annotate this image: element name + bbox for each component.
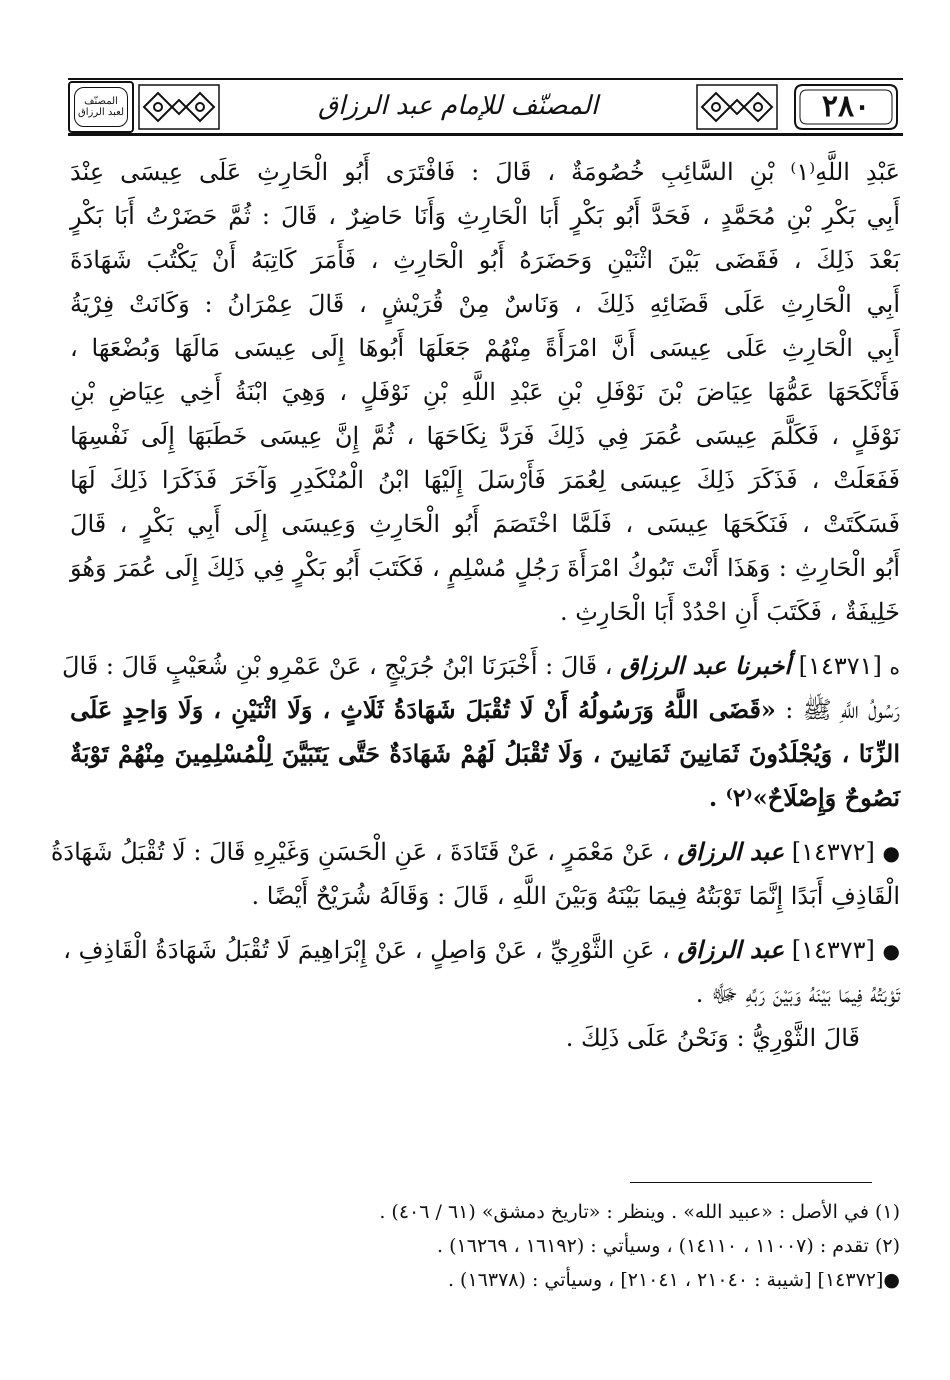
header-ornament-right-icon — [696, 84, 778, 130]
hadith-marker: ● — [882, 841, 900, 865]
text-line: أَبُو الْحَارِثِ : وَهَذَا أَنْتَ تَبُوكُ امْرَأَةَ رَجُلٍ مُسْلِمٍ ، فَكَتَبَ أَبُو بَكْرٍ فِي ذَلِكَ إِلَى عُمَرَ وَهُوَ — [70, 554, 900, 582]
text-line: أَبِي الْحَارِثِ عَلَى عِيسَى أَنَّ امْرَأَةً مِنْهُمْ جَعَلَهَا أَبُوهَا إِلَى عِيسَى مَالَهَا وَبُضْعَهَا ، — [70, 334, 900, 362]
seal-line-2: لعبد الرزاق — [77, 107, 125, 118]
footnote-1: (١) في الأصل : «عبيد الله» . وينظر : «تاريخ دمشق» (٦١ / ٤٠٦) . — [379, 1201, 900, 1223]
footnote-separator — [630, 1182, 872, 1183]
text-line: عَبْدِ اللَّهِ⁽١⁾ بْنِ السَّائِبِ خُصُومَةٌ ، قَالَ : فَافْتَرَى أَبُو الْحَارِثِ عَلَى عِيسَى عِنْدَ — [70, 158, 901, 186]
hadith-line — [50, 830, 900, 874]
text-line: فَسَكَتَتْ ، فَنَكَحَهَا عِيسَى ، فَلَمَّا اخْتَصَمَ أَبُو الْحَارِثِ وَعِيسَى إِلَى أَبِي بَكْرٍ ، قَالَ — [70, 510, 901, 538]
main-text — [50, 150, 901, 1060]
hadith-quote: الزِّنَا ، وَيُجْلَدُونَ ثَمَانِينَ ثَمَانِينَ ، وَلَا تُقْبَلُ لَهُمْ شَهَادَةٌ حَتَّى يَتَبَيَّنَ لِلْمُسْلِمِينَ مِنْهُمْ تَوْبَةٌ — [70, 739, 900, 768]
seal-line-1: المصنّف — [84, 96, 118, 107]
hadith-author: عبد الرزاق — [677, 935, 785, 964]
text-line: فَأَنْكَحَهَا عَمُّهَا عِيَاضَ بْنَ نَوْفَلِ بْنِ عَبْدِ اللَّهِ بْنِ نَوْفَلٍ ، وَهِيَ ابْنَةُ أَخِي عِيَاضِ بْنِ — [70, 378, 900, 406]
hadith-quote: نَصُوحٌ وَإِصْلَاحٌ»⁽٢⁾ . — [708, 783, 900, 812]
hadith-number: [١٤٣٧٢] — [791, 838, 875, 866]
hadith-author: أخبرنا عبد الرزاق — [620, 651, 792, 680]
hadith-line — [63, 928, 900, 972]
hadith-14372 — [50, 830, 900, 918]
text-line: بَعْدَ ذَلِكَ ، فَقَضَى بَيْنَ اثْنَيْنِ وَحَضَرَهُ أَبُو الْحَارِثِ ، فَأَمَرَ كَاتِبَهُ أَنْ يَكْتُبَ شَهَادَةَ — [70, 246, 900, 274]
footnote-2: (٢) تقدم : (١١٠٠٧ ، ١٤١١٠) ، وسيأتي : (١٦١٩٢ ، ١٦٢٦٩) . — [437, 1235, 900, 1257]
hadith-text: ، عَنْ مَعْمَرٍ ، عَنْ قَتَادَةَ ، عَنِ الْحَسَنِ وَغَيْرِهِ قَالَ : لَا تُقْبَلُ شَهَادَةُ — [50, 838, 670, 866]
hadith-14373 — [63, 928, 900, 1060]
footnotes — [70, 1195, 900, 1297]
text-line: أَبِي الْحَارِثِ عَلَى قَضَائِهِ ذَلِكَ ، وَنَاسٌ مِنْ قُرَيْشٍ ، قَالَ عِمْرَانُ : وَكَانَتْ فِرْيَةُ — [70, 290, 900, 318]
hadith-number: [١٤٣٧٣] — [791, 936, 875, 964]
header-top-rule — [68, 78, 903, 80]
hadith-text: ، عَنِ الثَّوْرِيِّ ، عَنْ وَاصِلٍ ، عَنْ إِبْرَاهِيمَ لَا تُقْبَلُ شَهَادَةُ الْقَاذِفِ ، — [63, 936, 670, 964]
footnote-3: ●[١٤٣٧٢] [شيبة : ٢١٠٤٠ ، ٢١٠٤١] ، وسيأتي : (١٦٣٧٨) . — [447, 1269, 900, 1291]
hadith-line — [70, 688, 900, 732]
hadith-author: عبد الرزاق — [677, 837, 785, 866]
header-bottom-rule — [68, 133, 903, 136]
header-ornament-left-icon — [138, 84, 220, 130]
hadith-line: قَالَ الثَّوْرِيُّ : وَنَحْنُ عَلَى ذَلِكَ . — [565, 1024, 860, 1052]
page-number: ٢٨٠ — [821, 89, 871, 124]
hadith-text: ، قَالَ : أَخْبَرَنَا ابْنُ جُرَيْجٍ ، عَنْ عَمْرِو بْنِ شُعَيْبٍ قَالَ : قَالَ — [62, 652, 613, 680]
text-line: فَفَعَلَتْ ، فَذَكَرَ ذَلِكَ عِيسَى لِعُمَرَ فَأَرْسَلَ إِلَيْهَا ابْنُ الْمُنْكَدِرِ وَآخَرَ فَذَكَرَا ذَلِكَ لَهَا — [70, 466, 900, 494]
text-line: خَلِيفَةٌ ، فَكَتَبَ أَنِ احْدُدْ أَبَا الْحَارِثِ . — [559, 598, 900, 626]
hadith-line: الْقَاذِفِ أَبَدًا إِنَّمَا تَوْبَتُهُ فِيمَا بَيْنَهُ وَبَيْنَ اللَّهِ ، قَالَ : وَقَالَهُ شُرَيْحٌ أَيْضًا . — [251, 882, 900, 910]
page-number-frame — [791, 81, 901, 133]
hadith-marker: ● — [882, 939, 900, 963]
hadith-number: [١٤٣٧١] — [798, 652, 882, 680]
text-line: أَبِي بَكْرِ بْنِ مُحَمَّدٍ ، فَحَدَّ أَبُو بَكْرٍ أَبَا الْحَارِثِ وَأَنَا حَاضِرٌ ، قَالَ : ثُمَّ حَضَرْتُ أَبَا بَكْرٍ — [70, 202, 900, 230]
page-header — [68, 78, 903, 136]
running-title: المصنّف للإمام عبد الرزاق — [317, 91, 599, 121]
hadith-text: رَسُولُ اللَّهِ ﷺ : — [785, 696, 900, 724]
hadith-14371 — [62, 644, 900, 820]
hadith-line — [62, 644, 900, 688]
book-seal-logo — [68, 81, 134, 133]
hadith-line: تَوْبَتُهُ فِيمَا بَيْنَهُ وَبَيْنَ رَبِّهِ ﷻ . — [695, 980, 900, 1008]
text-line: نَوْفَلٍ ، فَكَلَّمَ عِيسَى عُمَرَ فِي ذَلِكَ فَرَدَّ نِكَاحَهَا ، ثُمَّ إِنَّ عِيسَى خَطَبَهَا إِلَى نَفْسِهَا — [70, 422, 900, 450]
hadith-marker: ه — [889, 655, 900, 679]
hadith-quote: «قَضَى اللَّهُ وَرَسُولُهُ أَنْ لَا تُقْبَلَ شَهَادَةُ ثَلَاثٍ ، وَلَا اثْنَيْنِ ، وَلَا وَاحِدٍ عَلَى — [70, 695, 776, 724]
